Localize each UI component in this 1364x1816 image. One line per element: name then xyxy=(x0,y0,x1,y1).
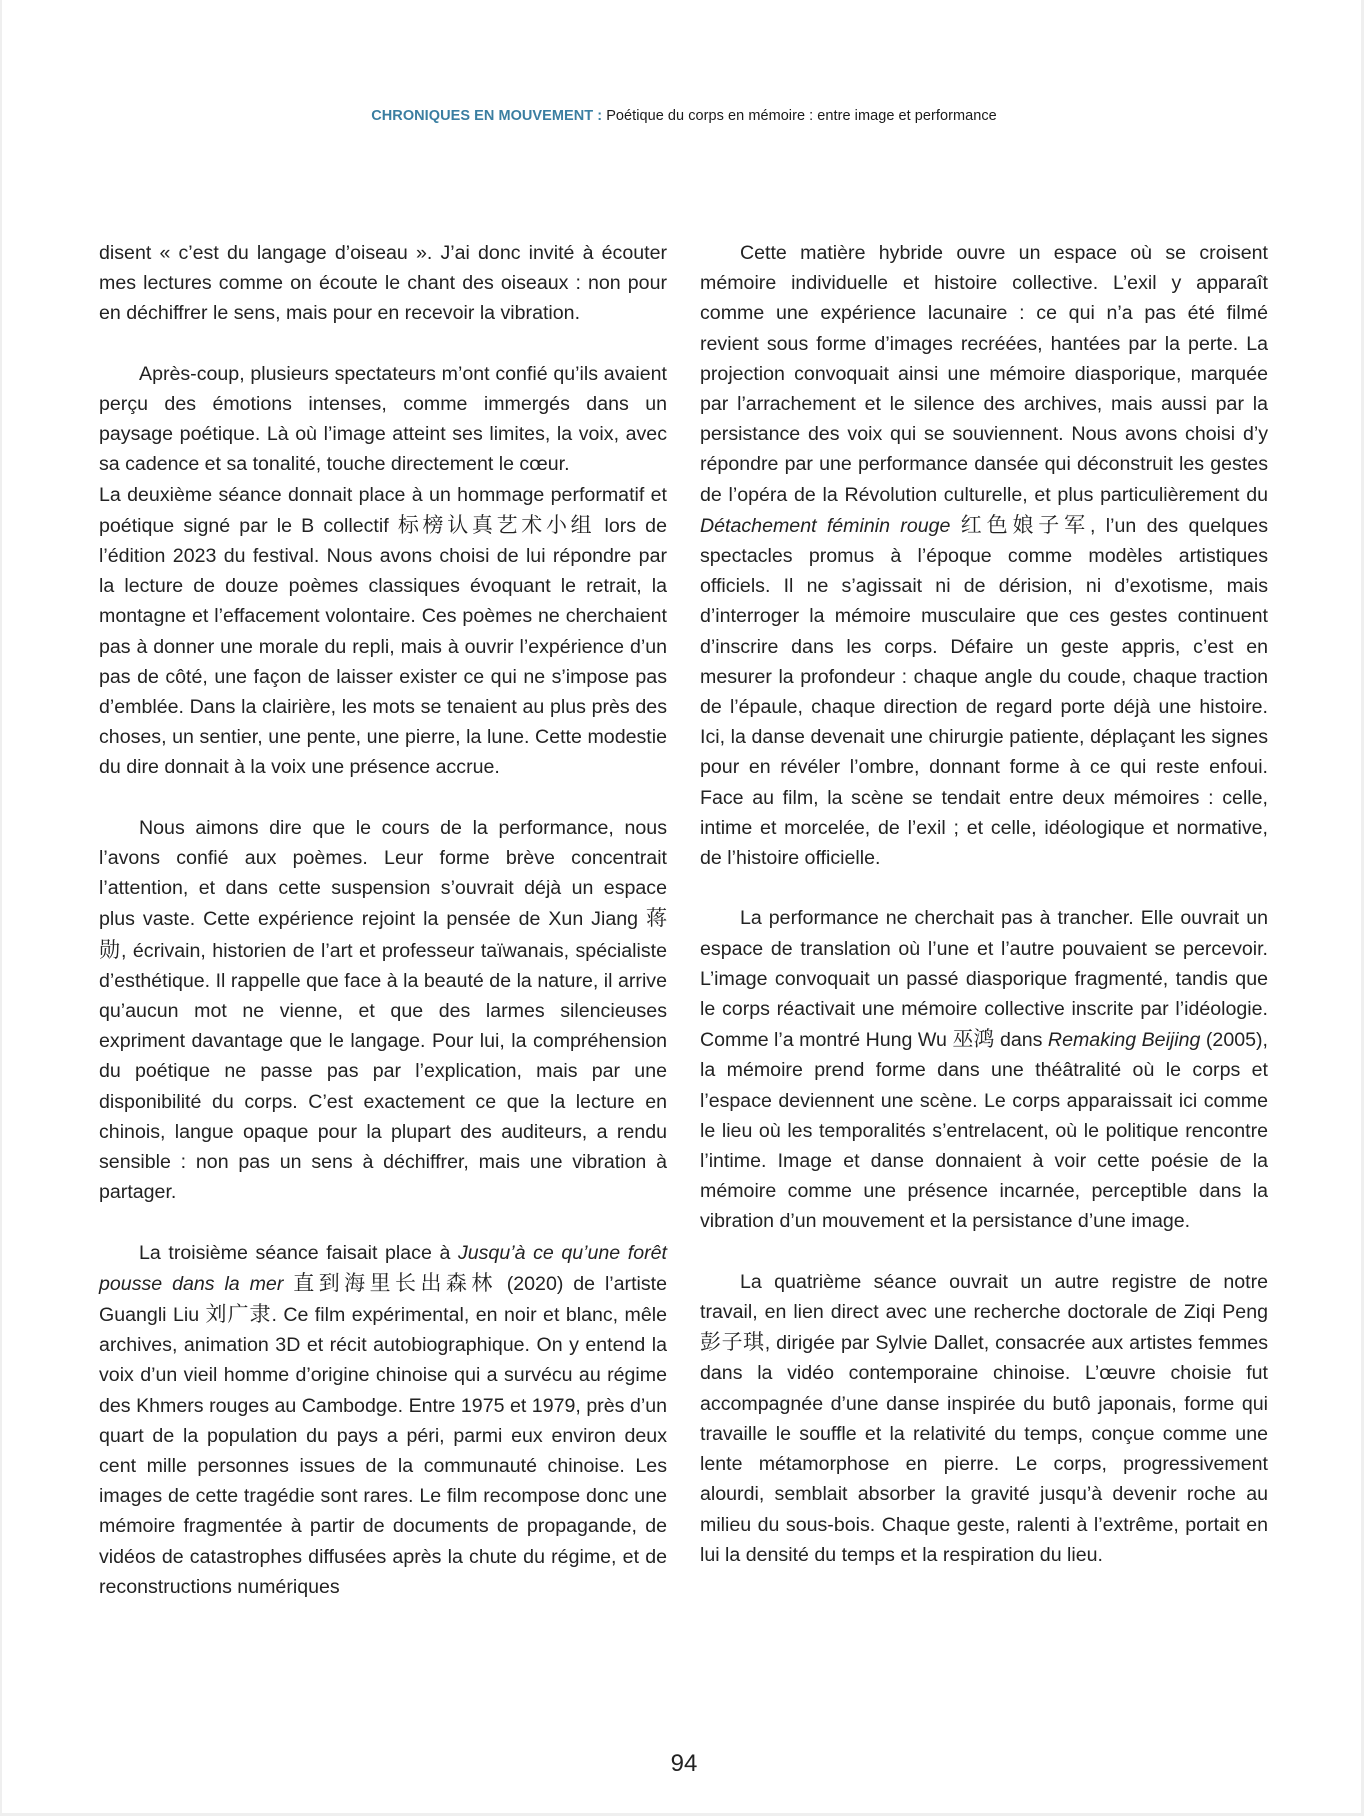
cjk-researcher-name: 彭子琪 xyxy=(700,1330,765,1355)
paragraph-text: La performance ne cherchait pas à trancher. Elle ouvrait un espace de translation où l’une et l’autre pouvaient se percevoir. L’image convoquait un passé diasporique fragmenté, tandis que le corps réactivait une mémoire collective inscrite par l’idéologie. Comme l’a montré Hung Wu xyxy=(700,907,1268,1052)
paragraph-text: , l’un des quelques spectacles promus à l’époque comme modèles artistiques officiels. Il ne s’agissait ni de dérision, ni d’exotisme, mais d’interroger la mémoire musculaire que ces gestes continuent d’inscrire dans les corps. Défaire un geste appris, c’est en mesurer la profondeur : chaque angle du coude, chaque traction de l’épaule, chaque direction de regard porte déjà une histoire. Ici, la danse devenait une chirurgie patiente, déplaçant les signes pour en révéler l’ombre, donnant forme à ce qui reste enfoui. Face au film, la scène se tendait entre deux mémoires : celle, intime et morcelée, de l’exil ; et celle, idéologique et normative, de l’histoire officielle. xyxy=(700,514,1269,870)
paragraph-deuxieme-seance xyxy=(99,480,667,783)
running-header xyxy=(2,108,1364,124)
paragraph-text: La deuxième séance donnait place à un hommage performatif et poétique signé par le B collectif xyxy=(99,483,667,537)
paragraph-text: La troisième séance faisait place à xyxy=(139,1241,458,1264)
paragraph-text: . Ce film expérimental, en noir et blanc, mêle archives, animation 3D et récit autobiographique. On y entend la voix d’un vieil homme d’origine chinoise qui a survécu au régime des Khmers rouges au Cambodge. Entre 1975 et 1979, près d’un quart de la population du pays a péri, parmi eux environ deux cent mille personnes issues de la communauté chinoise. Les images de cette tragédie sont rares. Le film recompose donc une mémoire fragmentée à partir de documents de propagande, de vidéos de catastrophes diffusées après la chute du régime, et de reconstructions numériques xyxy=(99,1304,667,1598)
series-title: CHRONIQUES EN MOUVEMENT xyxy=(371,108,594,124)
cjk-work-title: 红色娘子军 xyxy=(960,512,1091,537)
paragraph-matiere-hybride xyxy=(700,238,1268,873)
paragraph-performance xyxy=(700,903,1268,1236)
paragraph-text: Nous aimons dire que le cours de la performance, nous l’avons confié aux poèmes. Leur forme brève concentrait l’attention, et dans cette suspension s’ouvrait déjà un espace plus vaste. Cette expérience rejoint la pensée de Xun Jiang xyxy=(99,816,667,931)
paragraph-apres-coup xyxy=(99,359,667,480)
cjk-person-name: 蒋勋 xyxy=(99,906,667,962)
paragraph-text: dans xyxy=(994,1029,1048,1052)
paragraph-text: lors de l’édition 2023 du festival. Nous avons choisi de lui répondre par la lecture de douze poèmes classiques évoquant le retrait, la montagne et l’effacement volontaire. Ces poèmes ne cherchaient pas à donner une morale du repli, mais à ouvrir l’expérience d’un pas de côté, une façon de laisser exister ce qui ne s’impose pas d’emblée. Dans la clairière, les mots se tenaient au plus près des choses, un sentier, une pente, une pierre, la lune. Cette modestie du dire donnait à la voix une présence accrue. xyxy=(99,514,667,779)
paragraph-text: Cette matière hybride ouvre un espace où se croisent mémoire individuelle et histoire collective. L’exil y apparaît comme une expérience lacunaire : ce qui n’a pas été filmé revient sous forme d’images recréées, hantées par la perte. La projection convoquait ainsi une mémoire diasporique, marquée par l’arrachement et le silence des archives, mais aussi par la persistance des voix qui se souviennent. Nous avons choisi d’y répondre par une performance dansée qui déconstruit les gestes de l’opéra de la Révolution culturelle, et plus particulièrement du xyxy=(700,242,1268,506)
paragraph-nous-aimons xyxy=(99,813,667,1208)
document-page xyxy=(2,0,1361,1813)
paragraph-text: (2005), la mémoire prend forme dans une théâtralité où le corps et l’espace deviennent une scène. Le corps apparaissait ici comme le lieu où les temporalités s’entrelacent, où le politique rencontre l’intime. Image et danse donnaient à voir cette poésie de la mémoire comme une présence incarnée, perceptible dans la vibration d’un mouvement et la persistance d’une image. xyxy=(700,1029,1268,1233)
paragraph-text: La quatrième séance ouvrait un autre registre de notre travail, en lien direct avec une recherche doctorale de Ziqi Peng xyxy=(700,1270,1268,1324)
cjk-artist-name: 刘广隶 xyxy=(205,1302,272,1327)
book-title: Remaking Beijing xyxy=(1047,1029,1201,1052)
paragraph-text: disent « c’est du langage d’oiseau ». J’ai donc invité à écouter mes lectures comme on écoute le chant des oiseaux : non pour en déchiffrer le sens, mais pour en recevoir la vibration. xyxy=(99,242,667,325)
paragraph-text: , dirigée par Sylvie Dallet, consacrée aux artistes femmes dans la vidéo contemporaine chinoise. L’œuvre choisie fut accompagnée d’une danse inspirée du butô japonais, forme qui travaille le souffle et la relativité du temps, conçue comme une lente métamorphose en pierre. Le corps, progressivement alourdi, semblait absorber la gravité jusqu’à devenir roche au milieu du sous-bois. Chaque geste, ralenti à l’extrême, portait en lui la densité du temps et la respiration du lieu. xyxy=(700,1332,1268,1566)
page-number: 94 xyxy=(670,1750,698,1777)
cjk-author-name: 巫鸿 xyxy=(952,1027,995,1052)
paragraph-continuation xyxy=(99,238,667,329)
paragraph-text: , écrivain, historien de l’art et professeur taïwanais, spécialiste d’esthétique. Il rappelle que face à la beauté de la nature, il arrive qu’aucun mot ne vienne, et que des larmes silencieuses expriment davantage que le langage. Pour lui, la compréhension du poétique ne passe pas par l’explication, mais par une disponibilité du corps. C’est exactement ce que la lecture en chinois, langue opaque pour la plupart des auditeurs, a rendu sensible : non pas un sens à déchiffrer, mais une vibration à partager. xyxy=(99,939,667,1204)
paragraph-quatrieme-seance xyxy=(700,1267,1268,1570)
right-column xyxy=(700,238,1268,1600)
left-column xyxy=(99,238,667,1632)
work-title: Détachement féminin rouge xyxy=(700,514,951,537)
header-separator: : xyxy=(593,108,607,124)
cjk-film-title: 直到海里长出森林 xyxy=(293,1270,497,1295)
paragraph-troisieme-seance xyxy=(99,1238,667,1602)
film-title: Jusqu’à ce qu’une forêt pousse dans la mer xyxy=(99,1241,667,1295)
paragraph-text: Après-coup, plusieurs spectateurs m’ont confié qu’ils avaient perçu des émotions intenses, comme immergés dans un paysage poétique. Là où l’image atteint ses limites, la voix, avec sa cadence et sa tonalité, touche directement le cœur. xyxy=(99,362,667,476)
article-title: Poétique du corps en mémoire : entre image et performance xyxy=(606,108,997,124)
paragraph-text: (2020) de l’artiste Guangli Liu xyxy=(99,1272,668,1327)
cjk-collective-name: 标榜认真艺术小组 xyxy=(397,512,596,537)
